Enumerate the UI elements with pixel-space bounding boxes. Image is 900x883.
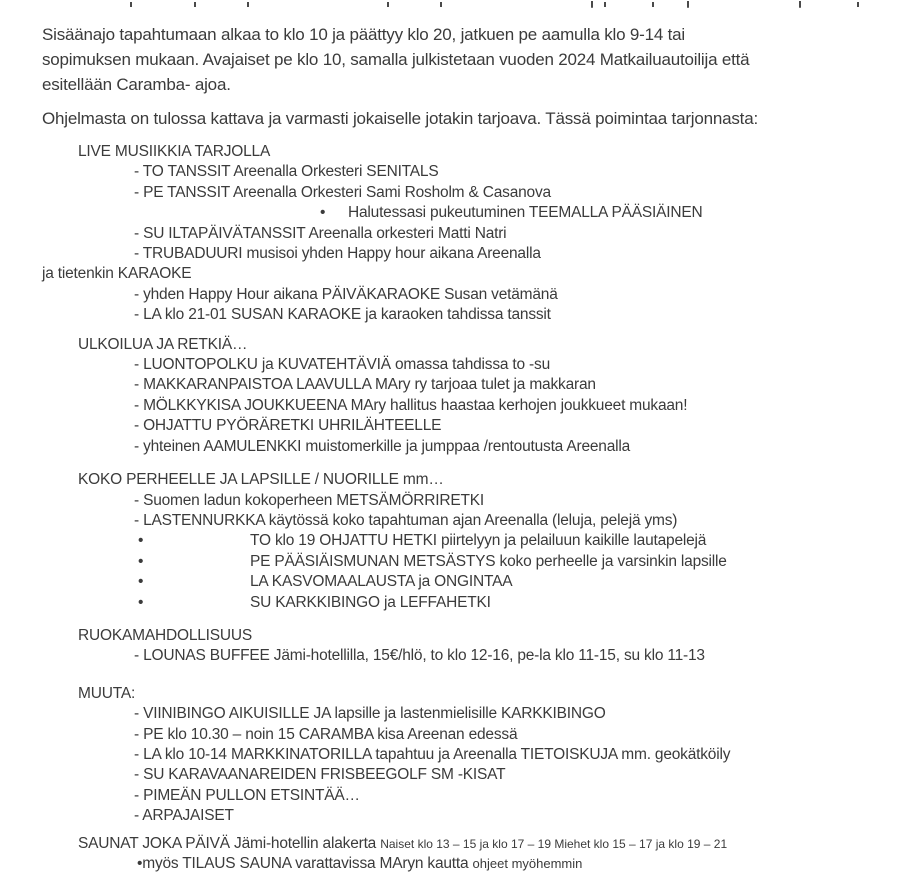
clipped-text-fragment [440, 2, 442, 7]
clipped-text-fragment [652, 2, 654, 7]
clipped-text-fragment [799, 1, 801, 8]
sauna-line-note: ohjeet myöhemmin [472, 856, 583, 871]
clipped-text-fragment [130, 2, 132, 7]
bullet-marker: • [138, 552, 144, 570]
clipped-top-line [42, 0, 872, 10]
sauna-line [137, 854, 872, 874]
clipped-text-fragment [687, 1, 689, 8]
program-item-text: LA KASVOMAALAUSTA ja ONGINTAA [250, 573, 513, 591]
sauna-line-times: Naiset klo 13 – 15 ja klo 17 – 19 Miehet klo 15 – 17 ja klo 19 – 21 [380, 836, 728, 851]
clipped-text-fragment [194, 2, 196, 7]
program-item: - TO TANSSIT Areenalla Orkesteri SENITALS [134, 163, 439, 181]
program-item: - SU ILTAPÄIVÄTANSSIT Areenalla orkesteri Matti Natri [134, 224, 507, 242]
program-item [138, 552, 872, 572]
intro-paragraph-line: esitellään Caramba- ajoa. [42, 75, 231, 94]
program-item: - yhteinen AAMULENKKI muistomerkille ja jumppaa /rentoutusta Areenalla [134, 437, 631, 455]
section-header: LIVE MUSIIKKIA TARJOLLA [78, 143, 271, 160]
program-item: - TRUBADUURI musisoi yhden Happy hour aikana Areenalla [134, 245, 541, 263]
program-item [138, 593, 872, 613]
intro-paragraph-line: sopimuksen mukaan. Avajaiset pe klo 10, samalla julkistetaan vuoden 2024 Matkailuautoilija että [42, 50, 750, 69]
program-item: - LASTENNURKKA käytössä koko tapahtuman ajan Areenalla (leluja, pelejä yms) [134, 511, 678, 529]
intro-paragraph-line: Ohjelmasta on tulossa kattava ja varmasti jokaiselle jotakin tarjoava. Tässä poimintaa tarjonnasta: [42, 109, 758, 128]
bullet-marker: • [138, 593, 144, 611]
clipped-text-fragment [591, 1, 593, 8]
program-item: - ARPAJAISET [134, 807, 234, 825]
bullet-marker: • [138, 532, 144, 550]
program-item: - yhden Happy Hour aikana PÄIVÄKARAOKE Susan vetämänä [134, 285, 558, 303]
clipped-text-fragment [857, 2, 859, 7]
clipped-text-fragment [387, 2, 389, 7]
program-item [320, 203, 872, 223]
program-item: - Suomen ladun kokoperheen METSÄMÖRRIRETKI [134, 491, 484, 509]
program-item: - PE klo 10.30 – noin 15 CARAMBA kisa Areenan edessä [134, 725, 518, 743]
program-item: - PE TANSSIT Areenalla Orkesteri Sami Rosholm & Casanova [134, 183, 551, 201]
program-item-text: PE PÄÄSIÄISMUNAN METSÄSTYS koko perheelle ja varsinkin lapsille [250, 552, 727, 570]
program-item: - OHJATTU PYÖRÄRETKI UHRILÄHTEELLE [134, 417, 442, 435]
clipped-text-fragment [604, 2, 606, 7]
section-header: ULKOILUA JA RETKIÄ… [78, 335, 248, 353]
program-item: - LUONTOPOLKU ja KUVATEHTÄVIÄ omassa tahdissa to -su [134, 356, 550, 374]
program-item: - VIINIBINGO AIKUISILLE JA lapsille ja lastenmielisille KARKKIBINGO [134, 705, 606, 723]
section-header: RUOKAMAHDOLLISUUS [78, 626, 253, 644]
program-item: - LA klo 10-14 MARKKINATORILLA tapahtuu ja Areenalla TIETOISKUJA mm. geokätköily [134, 745, 731, 763]
program-item: - LA klo 21-01 SUSAN KARAOKE ja karaoken tahdissa tanssit [134, 306, 551, 324]
intro-paragraph [42, 106, 872, 131]
bullet-marker: • [320, 204, 326, 222]
program-item: - SU KARAVAANAREIDEN FRISBEEGOLF SM -KISAT [134, 766, 506, 784]
intro-paragraph [42, 22, 872, 97]
bullet-marker: • [138, 573, 144, 591]
program-item: - MÖLKKYKISA JOUKKUEENA MAry hallitus haastaa kerhojen joukkueet mukaan! [134, 396, 688, 414]
program-item: ja tietenkin KARAOKE [42, 265, 192, 283]
program-item: - PIMEÄN PULLON ETSINTÄÄ… [134, 786, 360, 804]
program-item [138, 531, 872, 551]
program-item: - MAKKARANPAISTOA LAAVULLA MAry ry tarjoaa tulet ja makkaran [134, 376, 596, 394]
bullet-marker: • [137, 855, 143, 872]
program-item-text: TO klo 19 OHJATTU HETKI piirtelyyn ja pelailuun kaikille lautapelejä [250, 532, 707, 550]
sauna-line-main: myös TILAUS SAUNA varattavissa MAryn kautta [142, 855, 469, 872]
program-item: - LOUNAS BUFFEE Jämi-hotellilla, 15€/hlö, to klo 12-16, pe-la klo 11-15, su klo 11-13 [134, 647, 705, 665]
section-header: MUUTA: [78, 684, 136, 702]
clipped-text-fragment [247, 2, 249, 7]
program-item [138, 572, 872, 592]
sauna-line [78, 834, 872, 854]
program-item-text: Halutessasi pukeutuminen TEEMALLA PÄÄSIÄINEN [348, 204, 703, 222]
program-item-text: SU KARKKIBINGO ja LEFFAHETKI [250, 593, 491, 611]
section-header: KOKO PERHEELLE JA LAPSILLE / NUORILLE mm… [78, 471, 444, 489]
sauna-line-main: SAUNAT JOKA PÄIVÄ Jämi-hotellin alakerta [78, 834, 377, 852]
intro-paragraph-line: Sisäänajo tapahtumaan alkaa to klo 10 ja päättyy klo 20, jatkuen pe aamulla klo 9-14 tai [42, 25, 685, 44]
